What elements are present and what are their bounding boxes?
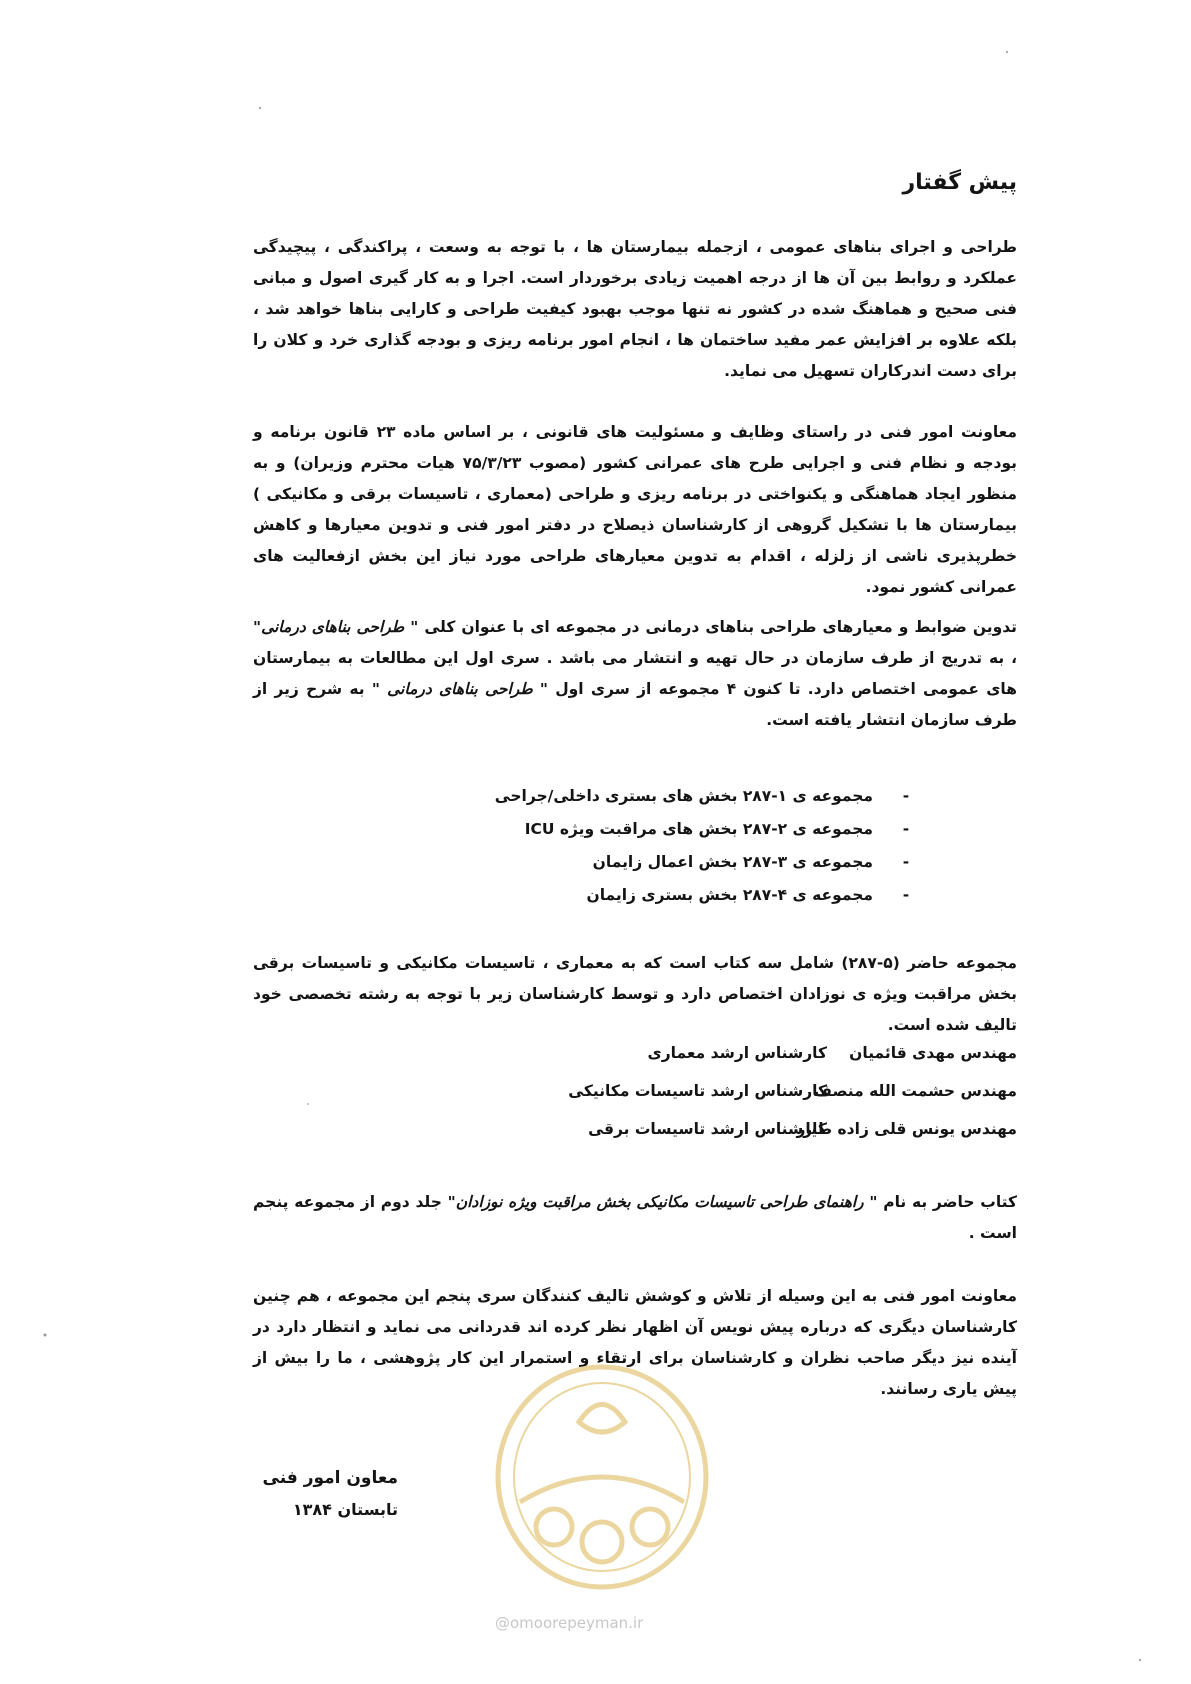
author-name: مهندس یونس قلی زاده طیار: [796, 1120, 1017, 1138]
author-row: [417, 1110, 1017, 1148]
author-role: کارشناس ارشد تاسیسات برقی: [588, 1120, 827, 1138]
author-name: مهندس حشمت الله منصف: [814, 1082, 1017, 1100]
list-item: [363, 813, 923, 846]
book-title-emphasis: " راهنمای طراحی تاسیسات مکانیکی بخش مراقبت ویژه نوزادان": [447, 1193, 878, 1211]
paragraph-book-text: کتاب حاضر به نام: [877, 1193, 1017, 1211]
signature-block: [263, 1468, 399, 1519]
page-title: پیش گفتار: [902, 170, 1017, 195]
series-title-emphasis: " طراحی بناهای درمانی": [253, 618, 419, 636]
author-role: کارشناس ارشد تاسیسات مکانیکی: [568, 1082, 827, 1100]
speck: [1006, 51, 1008, 53]
list-item: [363, 846, 923, 879]
list-dash: -: [902, 853, 910, 871]
speck: [44, 1334, 47, 1337]
speck: [259, 107, 261, 109]
list-dash: -: [902, 820, 910, 838]
speck: [307, 1103, 309, 1105]
paragraph-series-text: تدوین ضوابط و معیارهای طراحی بناهای درمانی در مجموعه ای با عنوان کلی: [418, 618, 1017, 636]
speck: [1139, 1659, 1141, 1661]
author-row: [417, 1072, 1017, 1110]
list-item: [363, 879, 923, 912]
paragraph-series: [253, 612, 1017, 736]
watermark-text: @omoorepeyman.ir: [495, 1614, 644, 1632]
paragraph-intro: طراحی و اجرای بناهای عمومی ، ازجمله بیمارستان ها ، با توجه به وسعت ، پراکندگی ، پیچیدگی عملکرد و روابط بین آن ها از درجه اهمیت زیادی برخوردار است. اجرا و به کار گیری اصول و مبانی فنی صحیح و هماهنگ شده در کشور نه تنها موجب بهبود کیفیت طراحی و کارایی بناها خواهد شد ، بلکه علاوه بر افزایش عمر مفید ساختمان ها ، انجام امور برنامه ریزی و بودجه گذاری خرد و کلان را برای دست اندرکاران تسهیل می نماید.: [253, 238, 1017, 380]
author-role: کارشناس ارشد معماری: [647, 1044, 827, 1062]
list-item-text: مجموعه ی ۴-۲۸۷ بخش بستری زایمان: [586, 886, 873, 904]
paragraph-series-text: به شرح زیر از طرف سازمان انتشار یافته است.: [253, 680, 1017, 729]
series-list: [363, 780, 923, 912]
list-dash: -: [902, 787, 910, 805]
list-item-text: مجموعه ی ۳-۲۸۷ بخش اعمال زایمان: [592, 853, 873, 871]
paragraph-mandate: معاونت امور فنی در راستای وظایف و مسئولیت های قانونی ، بر اساس ماده ۲۳ قانون برنامه و بودجه و نظام فنی و اجرایی طرح های عمرانی کشور (مصوب ۷۵/۳/۲۳ هیات محترم وزیران) و به منظور ایجاد هماهنگی و یکنواختی در برنامه ریزی و طراحی (معماری ، تاسیسات برقی و مکانیکی ) بیمارستان ها با تشکیل گروهی از کارشناسان ذیصلاح در دفتر امور فنی و تدوین معیارها و کاهش خطرپذیری ناشی از زلزله ، اقدام به تدوین معیارهای طراحی مورد نیاز این بخش ازفعالیت های عمرانی کشور نمود.: [253, 423, 1017, 596]
paragraph-book-text: جلد دوم از مجموعه پنجم است .: [253, 1193, 1017, 1242]
author-name: مهندس مهدی قائمیان: [849, 1044, 1017, 1062]
signature-date: تابستان ۱۳۸۴: [292, 1500, 398, 1519]
signature-office: معاون امور فنی: [262, 1468, 398, 1488]
paragraph-series-text: ، به تدریج از طرف سازمان در حال تهیه و انتشار می باشد . سری اول این مطالعات به بیمارستان های عمومی اختصاص دارد. تا کنون ۴ مجموعه از سری اول: [253, 649, 1018, 698]
list-item: [363, 780, 923, 813]
list-item-text: مجموعه ی ۱-۲۸۷ بخش های بستری داخلی/جراحی: [494, 787, 873, 805]
list-dash: -: [902, 886, 910, 904]
series-title-emphasis: " طراحی بناهای درمانی ": [371, 680, 548, 698]
list-item-text: مجموعه ی ۲-۲۸۷ بخش های مراقبت ویژه ICU: [524, 820, 873, 838]
authors-list: [417, 1034, 1017, 1148]
stamp-seal-icon: [484, 1352, 720, 1602]
paragraph-current-volume: مجموعه حاضر (۵-۲۸۷) شامل سه کتاب است که به معماری ، تاسیسات مکانیکی و تاسیسات برقی بخش مراقبت ویژه ی نوزادان اختصاص دارد و توسط کارشناسان زیر با توجه به رشته تخصصی خود تالیف شده است.: [253, 954, 1017, 1034]
paragraph-book-title: [253, 1187, 1017, 1249]
paragraph-acknowledgement: معاونت امور فنی به این وسیله از تلاش و کوشش تالیف کنندگان سری پنجم این مجموعه ، هم چنین کارشناسان دیگری که درباره پیش نویس آن اظهار نظر کرده اند قدردانی می نماید و انتظار دارد در آینده نیز دیگر صاحب نظران و کارشناسان برای ارتقاء و استمرار این کار پژوهشی ، ما را بیش از پیش یاری رسانند.: [253, 1287, 1017, 1398]
author-row: [417, 1034, 1017, 1072]
